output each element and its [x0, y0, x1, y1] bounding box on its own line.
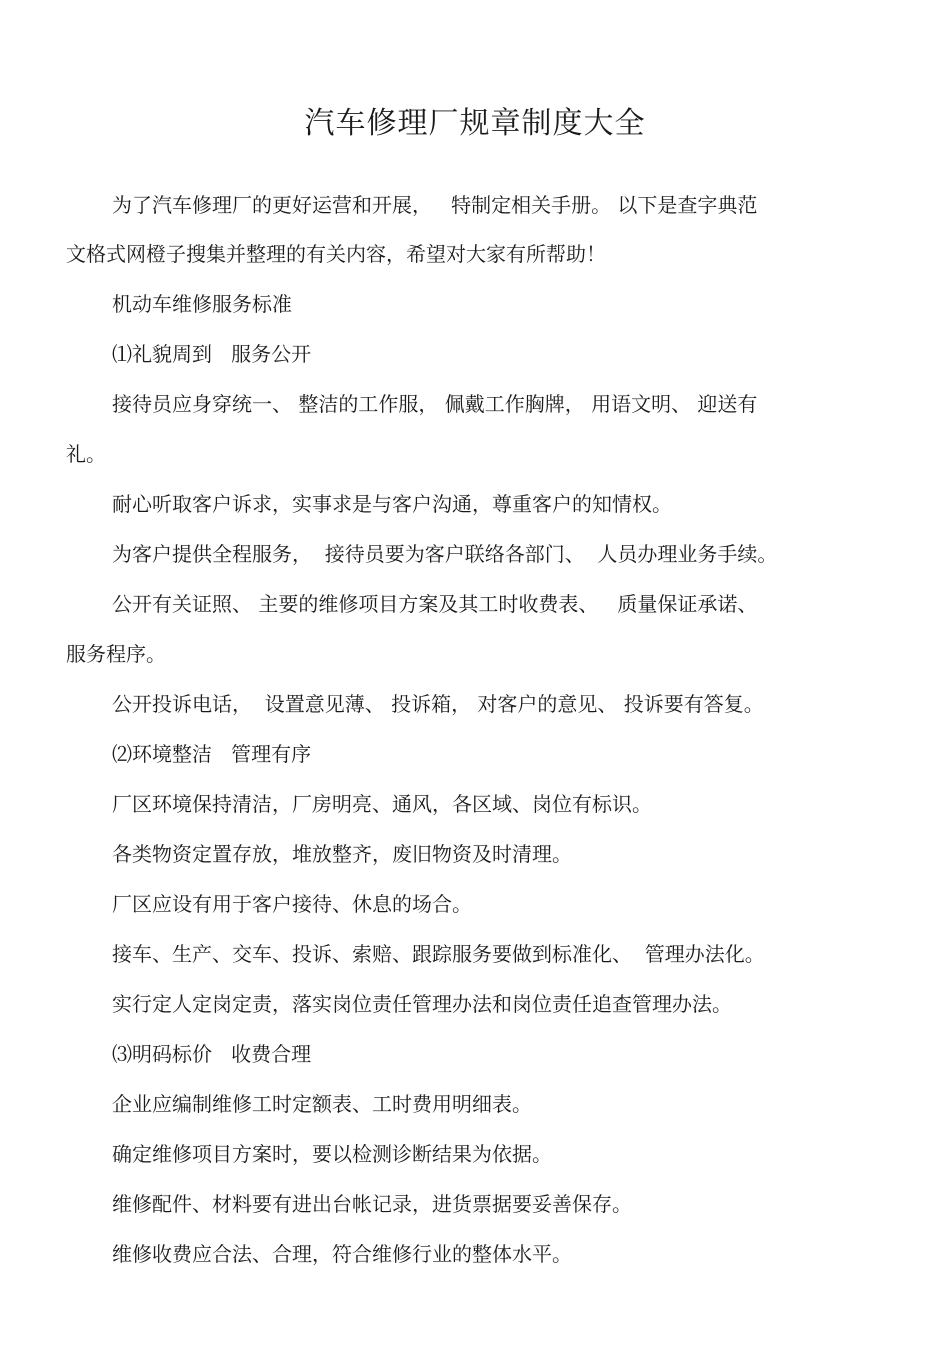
- paragraph-line: 公开有关证照、 主要的维修项目方案及其工时收费表、 质量保证承诺、: [112, 592, 758, 616]
- paragraph-line: 维修收费应合法、合理，符合维修行业的整体水平。: [112, 1242, 572, 1266]
- subsection-heading: ⑴礼貌周到 服务公开: [112, 342, 312, 366]
- subsection-heading: ⑶明码标价 收费合理: [112, 1042, 312, 1066]
- paragraph-line: 接车、生产、交车、投诉、索赔、跟踪服务要做到标准化、 管理办法化。: [112, 942, 765, 966]
- paragraph-line: 服务程序。: [66, 642, 166, 666]
- subsection-heading: ⑵环境整洁 管理有序: [112, 742, 312, 766]
- paragraph-line: 为客户提供全程服务， 接待员要为客户联络各部门、 人员办理业务手续。: [112, 542, 778, 566]
- paragraph-line: 礼。: [66, 442, 106, 466]
- paragraph-line: 文格式网橙子搜集并整理的有关内容，希望对大家有所帮助！: [66, 242, 606, 266]
- paragraph-line: 实行定人定岗定责，落实岗位责任管理办法和岗位责任追查管理办法。: [112, 992, 732, 1016]
- paragraph-line: 为了汽车修理厂的更好运营和开展， 特制定相关手册。 以下是查字典范: [112, 193, 758, 217]
- paragraph-line: 公开投诉电话， 设置意见薄、 投诉箱， 对客户的意见、 投诉要有答复。: [112, 692, 764, 716]
- paragraph-line: 维修配件、材料要有进出台帐记录，进货票据要妥善保存。: [112, 1192, 632, 1216]
- paragraph-line: 耐心听取客户诉求，实事求是与客户沟通，尊重客户的知情权。: [112, 492, 672, 516]
- paragraph-line: 厂区应设有用于客户接待、休息的场合。: [112, 892, 472, 916]
- section-heading: 机动车维修服务标准: [112, 292, 292, 316]
- document-title: 汽车修理厂规章制度大全: [304, 106, 646, 141]
- paragraph-line: 各类物资定置存放，堆放整齐，废旧物资及时清理。: [112, 842, 572, 866]
- paragraph-line: 企业应编制维修工时定额表、工时费用明细表。: [112, 1092, 532, 1116]
- paragraph-line: 厂区环境保持清洁，厂房明亮、通风，各区域、岗位有标识。: [112, 792, 652, 816]
- paragraph-line: 确定维修项目方案时，要以检测诊断结果为依据。: [112, 1142, 552, 1166]
- paragraph-line: 接待员应身穿统一、 整洁的工作服， 佩戴工作胸牌， 用语文明、 迎送有: [112, 392, 758, 416]
